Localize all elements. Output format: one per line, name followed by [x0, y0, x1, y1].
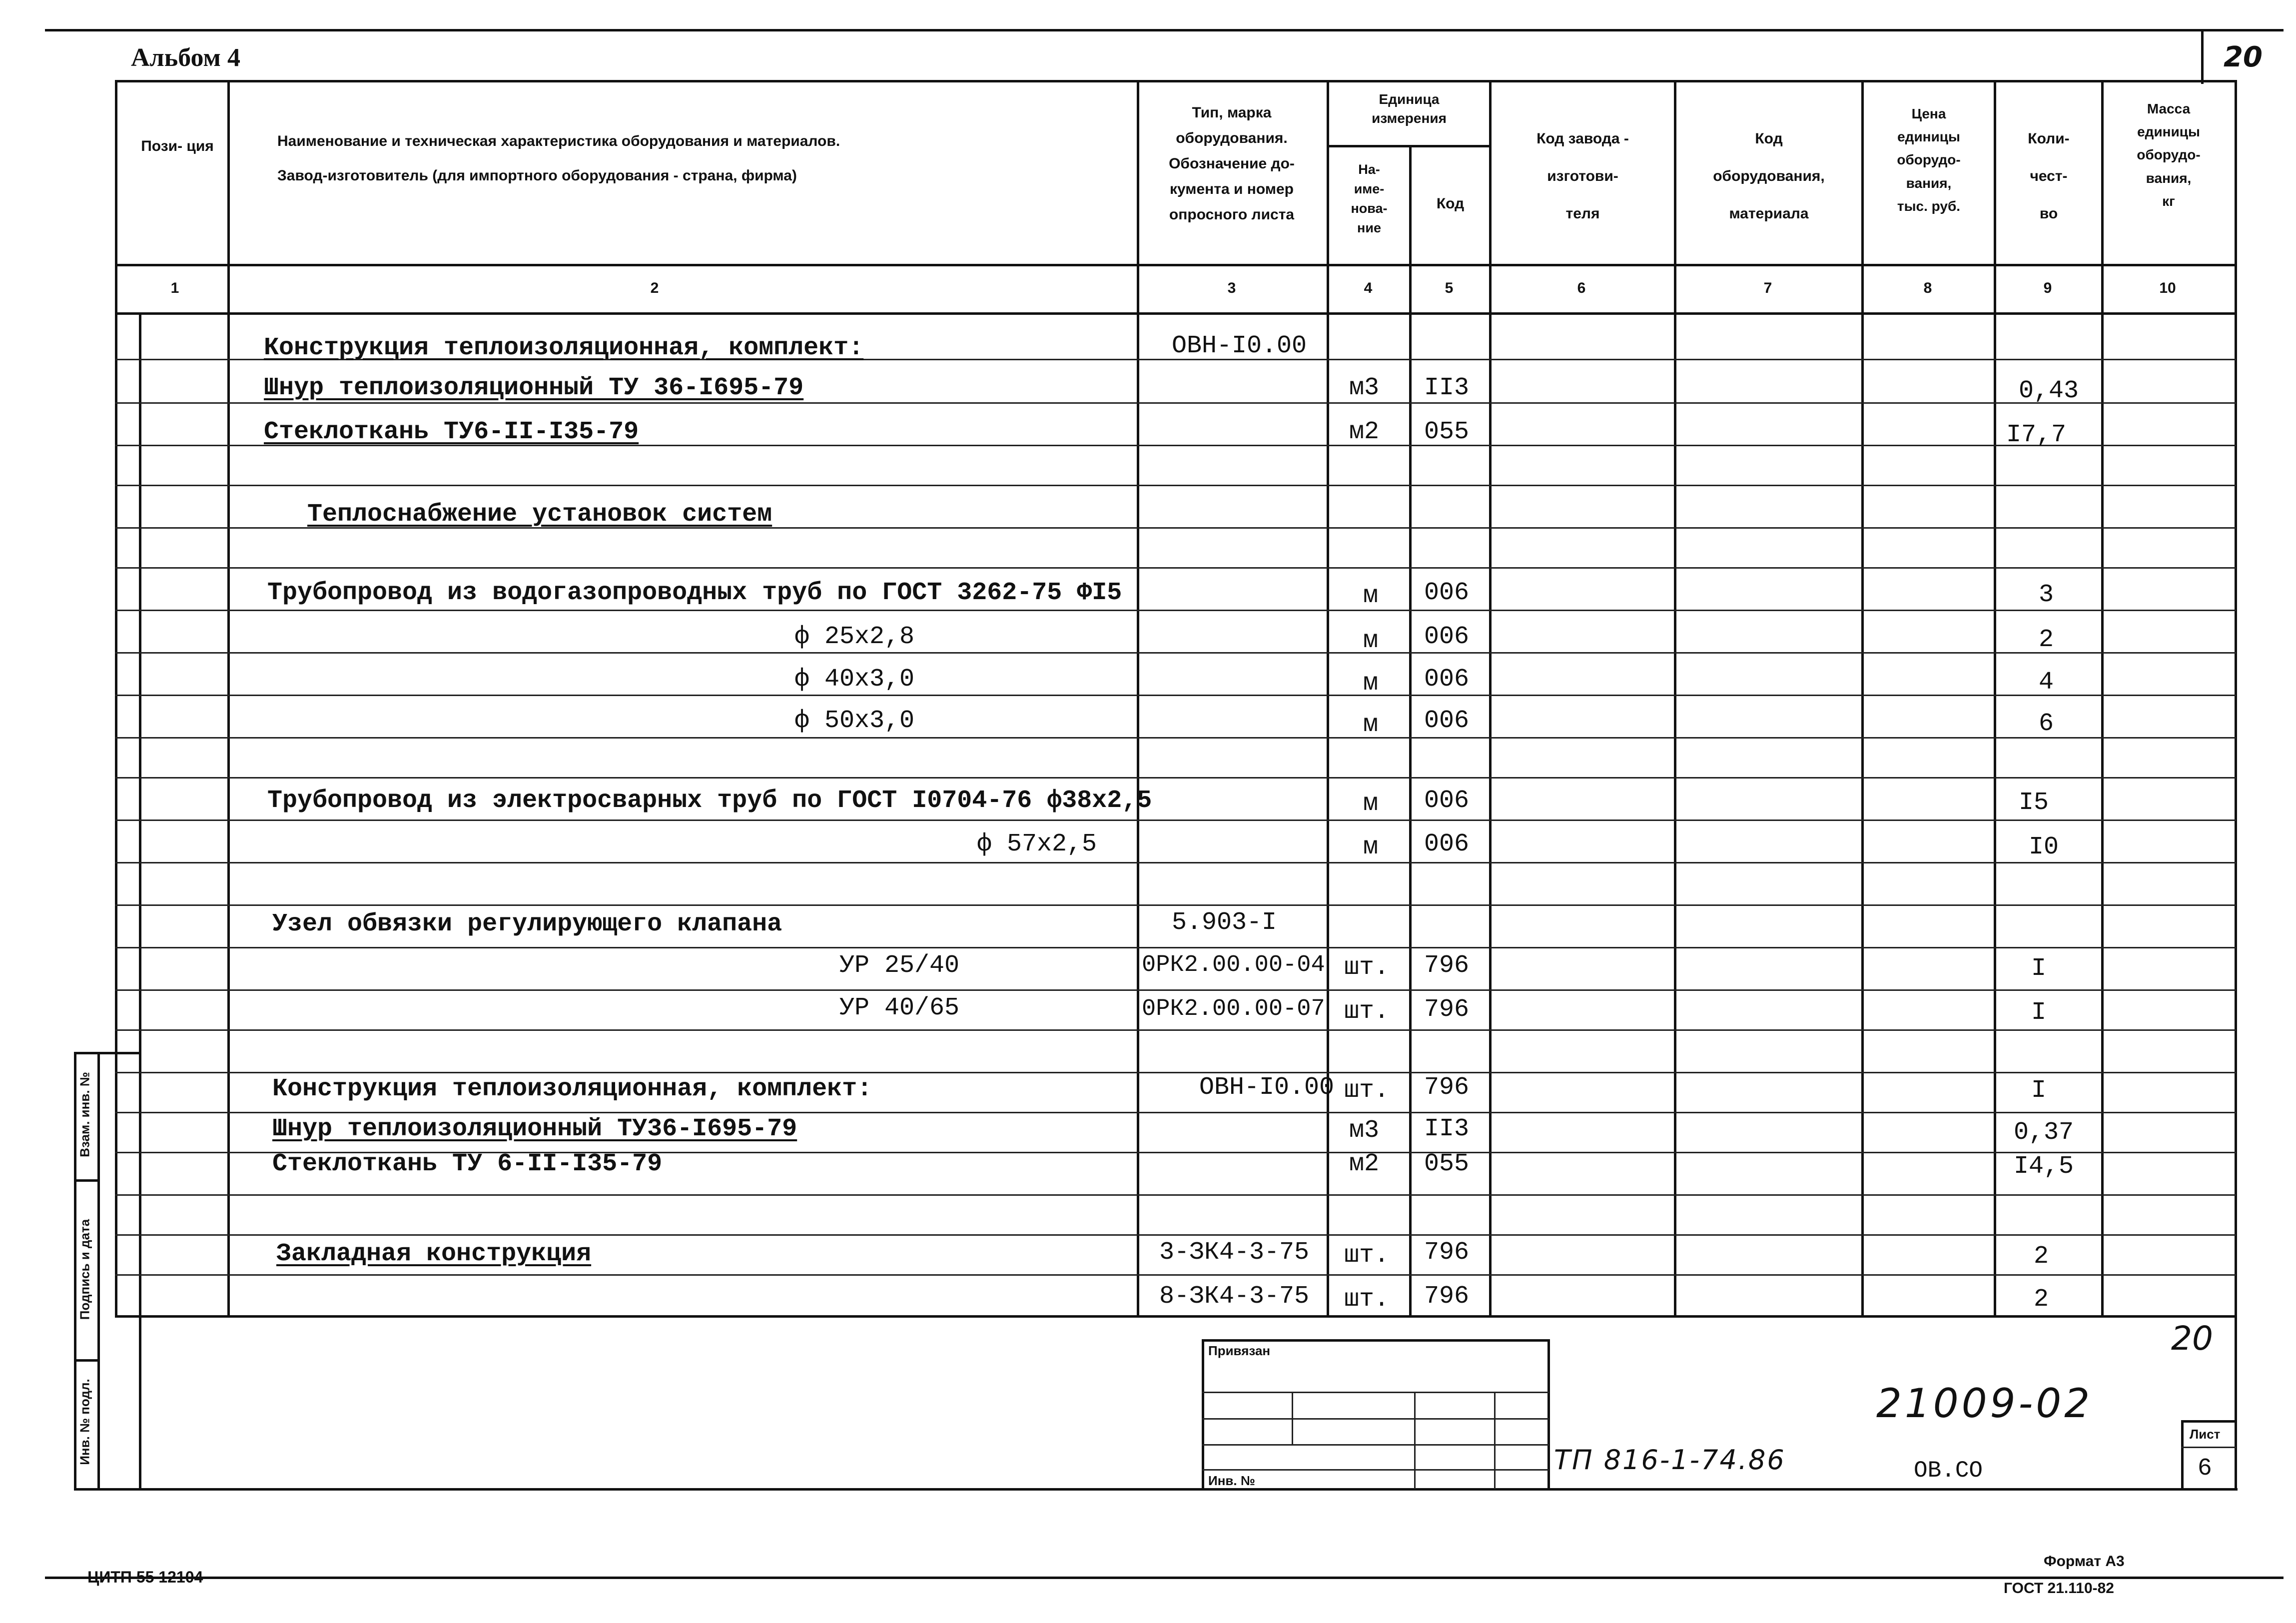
- col-num-5: 5: [1445, 280, 1454, 296]
- row-unit: м: [1363, 790, 1379, 818]
- row-name: Конструкция теплоизоляционная, комплект:: [264, 334, 864, 362]
- row-unit: шт.: [1344, 953, 1390, 982]
- col-header-2: Наименование и техническая характеристика оборудования и материалов. Завод-изготовитель (для импортного оборудования - страна, фирма): [277, 133, 840, 184]
- priv-col2: [1414, 1392, 1416, 1489]
- col-num-2: 2: [650, 280, 659, 296]
- row-name: УР 40/65: [839, 994, 960, 1022]
- col-sep-2: [1137, 80, 1139, 1317]
- row-qty: 2: [2034, 1285, 2049, 1314]
- col-header-8: Цена единицы оборудо- вания, тыс. руб.: [1897, 106, 1961, 214]
- side-stamp-top: [74, 1052, 140, 1054]
- row-line: [115, 610, 2236, 611]
- row-line: [115, 904, 2236, 906]
- row-name: Трубопровод из водогазопроводных труб по ГОСТ 3262-75 ФI5: [267, 579, 1122, 607]
- side-label-inv-podl: Инв. № подл.: [77, 1379, 92, 1465]
- col-num-7: 7: [1763, 280, 1772, 296]
- row-unit: м2: [1349, 418, 1380, 446]
- row-code: 006: [1424, 623, 1470, 651]
- table-right-line: [2235, 80, 2237, 1317]
- priv-row1: [1202, 1392, 1549, 1393]
- title-left: [139, 1315, 141, 1490]
- page-number-hand: 20: [2171, 1319, 2213, 1358]
- side-stamp-left: [74, 1052, 76, 1489]
- title-right: [2235, 1315, 2237, 1490]
- row-qty: 0,37: [2014, 1118, 2074, 1147]
- tp-number-hand: ТП 816-1-74.86: [1554, 1444, 1786, 1476]
- row-qty: I4,5: [2014, 1152, 2074, 1181]
- row-code: 055: [1424, 418, 1470, 446]
- col-sep-1: [227, 80, 230, 1317]
- col-num-3: 3: [1227, 280, 1236, 296]
- col-num-8: 8: [1923, 280, 1932, 296]
- row-name: ф 25х2,8: [794, 623, 915, 651]
- row-unit: м3: [1349, 1116, 1380, 1145]
- footer-format: Формат А3: [2044, 1553, 2125, 1570]
- header-bottom-line: [115, 264, 2236, 266]
- row-type: ОВН-I0.00: [1199, 1073, 1335, 1102]
- row-name: ф 40х3,0: [794, 665, 915, 694]
- row-line: [115, 1194, 2236, 1196]
- priv-left: [1202, 1339, 1204, 1489]
- page-number-top: 20: [2224, 41, 2263, 73]
- row-code: 006: [1424, 707, 1470, 735]
- row-code: 055: [1424, 1150, 1470, 1178]
- row-line: [115, 989, 2236, 991]
- col-sep-4: [1409, 145, 1412, 1317]
- row-unit: шт.: [1344, 1285, 1390, 1314]
- album-label: Альбом 4: [131, 43, 240, 72]
- col-sep-5: [1489, 80, 1492, 1317]
- col-header-3: Тип, марка оборудования. Обозначение до- кумента и номер опросного листа: [1169, 104, 1295, 223]
- col-header-6: Код завода - изготови- теля: [1536, 130, 1629, 222]
- side-label-vzam: Взам. инв. №: [77, 1072, 92, 1157]
- footer-gost: ГОСТ 21.110-82: [2004, 1580, 2114, 1597]
- table-left-inner-line: [139, 312, 141, 1317]
- side-label-podpis: Подпись и дата: [77, 1219, 92, 1320]
- page-number-box-left: [2201, 29, 2204, 84]
- row-name: Стеклоткань ТУ6-II-I35-79: [264, 418, 639, 446]
- row-name: Узел обвязки регулирующего клапана: [272, 910, 782, 938]
- row-unit: м: [1363, 711, 1379, 739]
- row-qty: I: [2031, 1076, 2047, 1105]
- unit-sub-line: [1327, 145, 1492, 147]
- row-type: 3-ЗК4-3-75: [1159, 1238, 1310, 1267]
- row-line: [115, 737, 2236, 739]
- row-name: УР 25/40: [839, 951, 960, 980]
- list-left: [2181, 1420, 2184, 1490]
- priviazan-label: Привязан: [1208, 1343, 1271, 1358]
- row-unit: шт.: [1344, 1241, 1390, 1270]
- row-name: ф 50х3,0: [794, 707, 915, 735]
- row-name: Закладная конструкция: [276, 1240, 592, 1268]
- top-border-line: [45, 29, 2284, 31]
- priv-row2: [1202, 1418, 1549, 1420]
- col-header-9: Коли- чест- во: [2028, 130, 2070, 222]
- priv-right: [1547, 1339, 1550, 1489]
- row-line: [115, 1274, 2236, 1276]
- row-line: [115, 652, 2236, 654]
- row-name: Стеклоткань ТУ 6-II-I35-79: [272, 1150, 663, 1178]
- stamp-bottom-line: [74, 1488, 2238, 1491]
- col-num-6: 6: [1577, 280, 1586, 296]
- row-qty: I7,7: [2006, 421, 2067, 449]
- row-line: [115, 695, 2236, 696]
- row-code: 796: [1424, 1238, 1470, 1267]
- col-num-4: 4: [1364, 280, 1373, 296]
- col-header-1: Пози- ция: [141, 138, 214, 154]
- row-unit: шт.: [1344, 1076, 1390, 1105]
- priv-col3: [1494, 1392, 1496, 1489]
- doc-code: ОВ.СО: [1914, 1458, 1983, 1484]
- table-top-line: [115, 80, 2236, 82]
- doc-number-hand: 21009-02: [1876, 1380, 2093, 1427]
- table-bottom-line: [115, 1315, 2236, 1318]
- row-line: [115, 1072, 2236, 1073]
- col-sep-3: [1327, 80, 1329, 1317]
- row-code: 796: [1424, 951, 1470, 980]
- list-top: [2181, 1420, 2236, 1423]
- col-sep-7: [1861, 80, 1864, 1317]
- priv-row4: [1202, 1469, 1549, 1471]
- footer-left: ЦИТП 55 12104: [87, 1568, 203, 1586]
- row-line: [115, 485, 2236, 486]
- table-left-line: [115, 80, 117, 1317]
- row-code: 796: [1424, 1073, 1470, 1102]
- priv-top: [1202, 1339, 1549, 1342]
- row-line: [115, 1234, 2236, 1236]
- row-name: ф 57х2,5: [977, 830, 1097, 858]
- list-sep: [2181, 1447, 2236, 1448]
- row-unit: м: [1363, 582, 1379, 610]
- unit-header: Единица измерения: [1372, 91, 1447, 126]
- row-unit: м: [1363, 627, 1379, 655]
- row-unit: м: [1363, 669, 1379, 698]
- col-header-7: Код оборудования, материала: [1713, 130, 1825, 222]
- col-header-10: Масса единицы оборудо- вания, кг: [2137, 101, 2201, 209]
- col-num-10: 10: [2159, 280, 2176, 296]
- row-unit: м2: [1349, 1150, 1380, 1178]
- col-sep-9: [2101, 80, 2104, 1317]
- row-name: Трубопровод из электросварных труб по ГОСТ I0704-76 ф38х2,5: [267, 787, 1152, 815]
- side-stamp-mid: [97, 1052, 100, 1489]
- row-qty: I5: [2019, 789, 2049, 817]
- row-line: [115, 947, 2236, 948]
- row-code: 006: [1424, 787, 1470, 815]
- list-number: 6: [2198, 1455, 2212, 1482]
- col-header-5: Код: [1436, 195, 1465, 212]
- row-code: 006: [1424, 579, 1470, 607]
- row-qty: I: [2031, 954, 2047, 983]
- row-line: [115, 402, 2236, 404]
- row-type: 0РК2.00.00-04: [1142, 952, 1325, 978]
- row-qty: I: [2031, 998, 2047, 1027]
- row-unit: м3: [1349, 374, 1380, 402]
- row-line: [115, 1112, 2236, 1113]
- row-unit: шт.: [1344, 997, 1390, 1026]
- row-type: 8-ЗК4-3-75: [1159, 1282, 1310, 1311]
- footer-line: [45, 1577, 2284, 1579]
- row-type: ОВН-I0.00: [1172, 332, 1307, 360]
- row-code: II3: [1424, 1115, 1470, 1143]
- row-qty: 2: [2039, 626, 2054, 654]
- col-num-9: 9: [2043, 280, 2052, 296]
- row-line: [115, 862, 2236, 863]
- col-sep-8: [1994, 80, 1996, 1317]
- col-header-4: На- име- нова- ние: [1351, 162, 1388, 236]
- row-code: 006: [1424, 665, 1470, 694]
- col-num-1: 1: [170, 280, 179, 296]
- row-name: Шнур теплоизоляционный ТУ36-I695-79: [272, 1115, 797, 1143]
- row-code: 796: [1424, 995, 1470, 1024]
- row-line: [115, 1029, 2236, 1031]
- row-code: 796: [1424, 1282, 1470, 1311]
- row-qty: I0: [2029, 833, 2059, 861]
- row-qty: 3: [2039, 581, 2054, 609]
- side-stamp-sep1: [74, 1179, 99, 1182]
- priv-row3: [1202, 1444, 1549, 1446]
- row-qty: 6: [2039, 710, 2054, 738]
- row-name: Конструкция теплоизоляционная, комплект:: [272, 1075, 872, 1103]
- col-sep-6: [1674, 80, 1676, 1317]
- row-line: [115, 819, 2236, 821]
- colnum-bottom-line: [115, 312, 2236, 315]
- row-code: II3: [1424, 374, 1470, 402]
- row-name: Шнур теплоизоляционный ТУ 36-I695-79: [264, 374, 804, 402]
- row-qty: 4: [2039, 668, 2054, 697]
- section-heading: Теплоснабжение установок систем: [307, 500, 772, 529]
- list-label: Лист: [2190, 1427, 2221, 1442]
- row-qty: 0,43: [2019, 377, 2079, 405]
- row-unit: м: [1363, 833, 1379, 861]
- inv-label: Инв. №: [1208, 1473, 1255, 1488]
- row-qty: 2: [2034, 1242, 2049, 1271]
- priv-col1: [1292, 1392, 1293, 1446]
- row-type: 5.903-I: [1172, 908, 1277, 937]
- row-code: 006: [1424, 830, 1470, 858]
- row-type: 0РК2.00.00-07: [1142, 996, 1325, 1022]
- row-line: [115, 567, 2236, 569]
- row-line: [115, 777, 2236, 779]
